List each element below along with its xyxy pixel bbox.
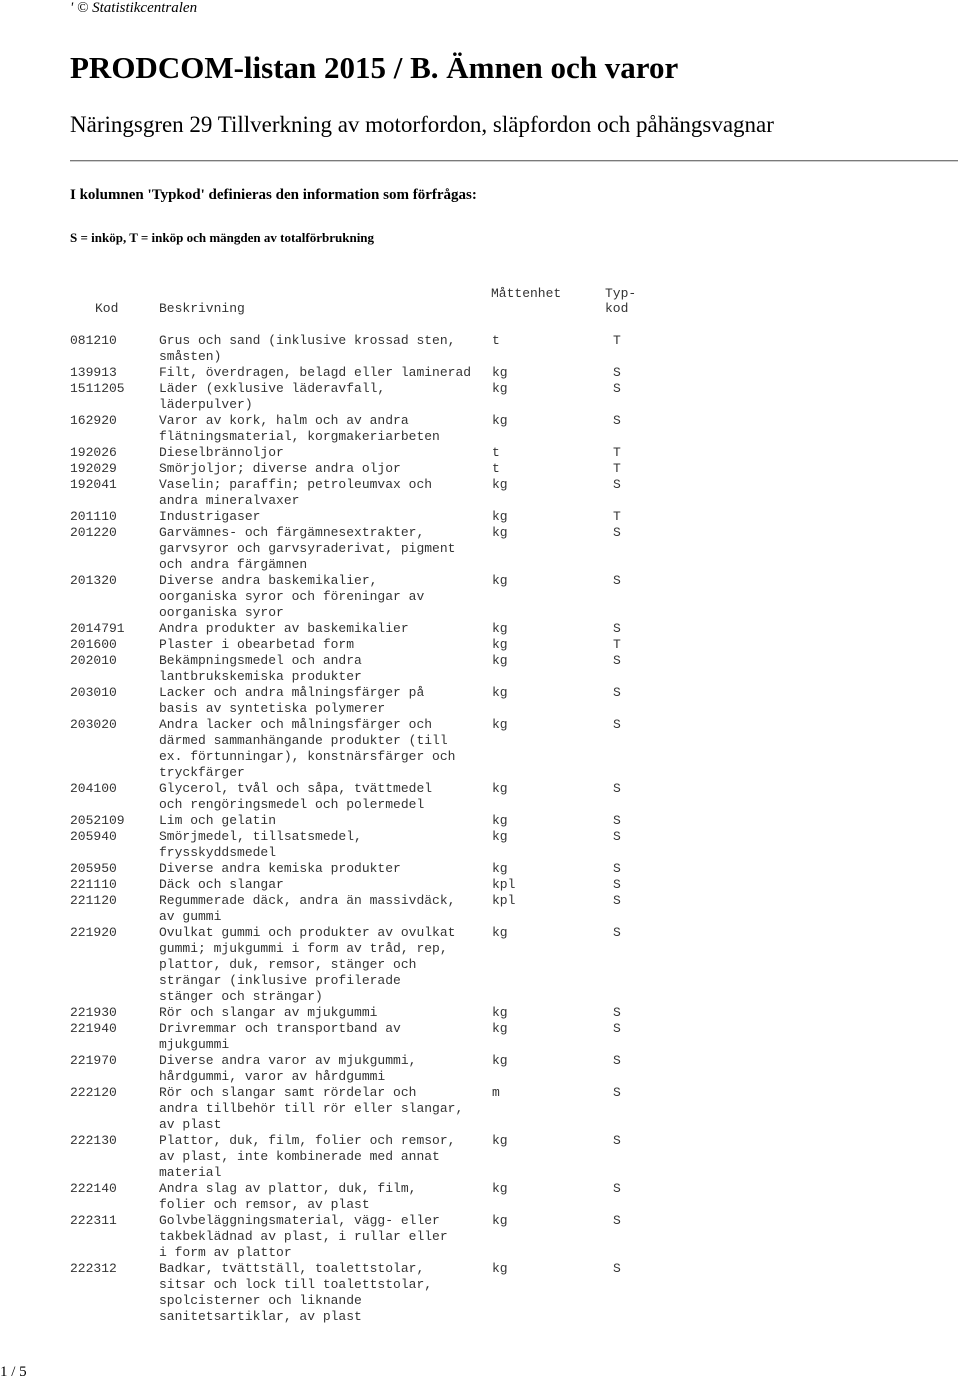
row-beskrivning: Regummerade däck, andra än massivdäck, av gummi: [159, 893, 456, 924]
row-kod: 204100: [70, 781, 117, 796]
row-typkod: S: [613, 1213, 621, 1228]
row-kod: 203010: [70, 685, 117, 700]
row-mattenhet: kg: [492, 685, 508, 700]
row-mattenhet: kg: [492, 621, 508, 636]
row-mattenhet: kg: [492, 477, 508, 492]
row-beskrivning: Lacker och andra målningsfärger på basis av syntetiska polymerer: [159, 685, 425, 716]
row-kod: 192026: [70, 445, 117, 460]
page-subtitle: Näringsgren 29 Tillverkning av motorfordon, släpfordon och påhängsvagnar: [70, 112, 774, 137]
row-typkod: T: [613, 333, 621, 348]
row-mattenhet: m: [492, 1085, 500, 1100]
row-typkod: S: [613, 381, 621, 396]
row-mattenhet: kg: [492, 781, 508, 796]
header-typkod-bottom: kod: [605, 301, 629, 316]
row-typkod: S: [613, 365, 621, 380]
row-mattenhet: kpl: [492, 877, 516, 892]
table-row: [70, 829, 690, 861]
row-kod: 221110: [70, 877, 117, 892]
row-typkod: S: [613, 829, 621, 844]
row-kod: 201220: [70, 525, 117, 540]
row-typkod: S: [613, 1133, 621, 1148]
row-kod: 202010: [70, 653, 117, 668]
table-row: [70, 685, 690, 717]
row-typkod: S: [613, 1181, 621, 1196]
table-row: [70, 413, 690, 445]
typkod-legend: S = inköp, T = inköp och mängden av totalförbrukning: [70, 230, 375, 245]
row-mattenhet: kg: [492, 573, 508, 588]
row-beskrivning: Varor av kork, halm och av andra flätningsmaterial, korgmakeriarbeten: [159, 413, 440, 444]
table-row: [70, 509, 690, 525]
row-kod: 222130: [70, 1133, 117, 1148]
row-mattenhet: kg: [492, 1053, 508, 1068]
row-beskrivning: Smörjmedel, tillsatsmedel, frysskyddsmedel: [159, 829, 362, 860]
row-typkod: S: [613, 781, 621, 796]
row-kod: 222140: [70, 1181, 117, 1196]
table-row: [70, 1213, 690, 1261]
row-kod: 1511205: [70, 381, 125, 396]
row-typkod: S: [613, 1053, 621, 1068]
row-kod: 205950: [70, 861, 117, 876]
row-beskrivning: Dieselbrännoljor: [159, 445, 284, 460]
row-mattenhet: t: [492, 445, 500, 460]
row-typkod: S: [613, 1021, 621, 1036]
row-typkod: S: [613, 877, 621, 892]
row-kod: 205940: [70, 829, 117, 844]
table-row: [70, 573, 690, 621]
typkod-intro: I kolumnen 'Typkod' definieras den information som förfrågas:: [70, 187, 477, 203]
row-beskrivning: Plaster i obearbetad form: [159, 637, 355, 652]
row-kod: 192029: [70, 461, 117, 476]
table-row: [70, 525, 690, 573]
row-kod: 221920: [70, 925, 117, 940]
row-typkod: S: [613, 813, 621, 828]
row-mattenhet: kg: [492, 1005, 508, 1020]
row-mattenhet: kg: [492, 1181, 508, 1196]
row-beskrivning: Bekämpningsmedel och andra lantbrukskemiska produkter: [159, 653, 362, 684]
row-mattenhet: kg: [492, 1213, 508, 1228]
row-kod: 203020: [70, 717, 117, 732]
row-mattenhet: kg: [492, 1021, 508, 1036]
table-row: [70, 861, 690, 877]
row-beskrivning: Diverse andra kemiska produkter: [159, 861, 401, 876]
row-typkod: S: [613, 573, 621, 588]
row-typkod: S: [613, 653, 621, 668]
row-kod: 192041: [70, 477, 117, 492]
row-typkod: T: [613, 637, 621, 652]
horizontal-divider: [70, 160, 958, 162]
header-mattenhet: Måttenhet: [491, 286, 562, 301]
row-typkod: T: [613, 509, 621, 524]
table-row: [70, 1053, 690, 1085]
table-row: [70, 381, 690, 413]
table-row: [70, 1181, 690, 1213]
row-mattenhet: kg: [492, 861, 508, 876]
row-beskrivning: Glycerol, tvål och såpa, tvättmedel och rengöringsmedel och polermedel: [159, 781, 433, 812]
row-kod: 221970: [70, 1053, 117, 1068]
table-row: [70, 477, 690, 509]
row-typkod: S: [613, 525, 621, 540]
row-mattenhet: kg: [492, 365, 508, 380]
row-typkod: S: [613, 1261, 621, 1276]
table-row: [70, 461, 690, 477]
row-kod: 201110: [70, 509, 117, 524]
table-row: [70, 1261, 690, 1325]
table-row: [70, 333, 690, 365]
page-title: PRODCOM-listan 2015 / B. Ämnen och varor: [70, 50, 679, 85]
row-beskrivning: Andra slag av plattor, duk, film, folier och remsor, av plast: [159, 1181, 417, 1212]
table-row: [70, 365, 690, 381]
row-beskrivning: Ovulkat gummi och produkter av ovulkat gummi; mjukgummi i form av tråd, rep, plattor, duk, remsor, stänger och strängar (inklusive profilerade stänger och strängar): [159, 925, 456, 1004]
row-mattenhet: kg: [492, 509, 508, 524]
row-typkod: S: [613, 477, 621, 492]
table-row: [70, 781, 690, 813]
row-typkod: T: [613, 445, 621, 460]
row-beskrivning: Läder (exklusive läderavfall, läderpulver): [159, 381, 386, 412]
table-row: [70, 1133, 690, 1181]
brand-text: ' © Statistikcentralen: [70, 0, 198, 16]
row-mattenhet: kg: [492, 813, 508, 828]
row-beskrivning: Plattor, duk, film, folier och remsor, av plast, inte kombinerade med annat material: [159, 1133, 456, 1180]
row-typkod: S: [613, 861, 621, 876]
row-mattenhet: kg: [492, 637, 508, 652]
row-typkod: S: [613, 893, 621, 908]
row-beskrivning: Drivremmar och transportband av mjukgummi: [159, 1021, 401, 1052]
row-beskrivning: Andra lacker och målningsfärger och därmed sammanhängande produkter (till ex. förtunningar), konstnärsfärger och tryckfärger: [159, 717, 456, 780]
row-typkod: S: [613, 1005, 621, 1020]
row-kod: 201320: [70, 573, 117, 588]
row-beskrivning: Rör och slangar samt rördelar och andra tillbehör till rör eller slangar, av plast: [159, 1085, 464, 1132]
row-kod: 081210: [70, 333, 117, 348]
row-typkod: S: [613, 621, 621, 636]
row-mattenhet: kg: [492, 925, 508, 940]
table-row: [70, 1085, 690, 1133]
row-kod: 139913: [70, 365, 117, 380]
row-kod: 2052109: [70, 813, 125, 828]
row-mattenhet: kg: [492, 717, 508, 732]
row-beskrivning: Golvbeläggningsmaterial, vägg- eller takbeklädnad av plast, i rullar eller i form av plattor: [159, 1213, 448, 1260]
row-kod: 201600: [70, 637, 117, 652]
row-beskrivning: Grus och sand (inklusive krossad sten, småsten): [159, 333, 456, 364]
row-typkod: T: [613, 461, 621, 476]
row-kod: 2014791: [70, 621, 125, 636]
row-kod: 222312: [70, 1261, 117, 1276]
table-row: [70, 717, 690, 781]
table-row: [70, 925, 690, 1005]
header-beskrivning: Beskrivning: [159, 301, 245, 316]
header-typkod-top: Typ-: [605, 286, 637, 301]
table-row: [70, 877, 690, 893]
row-kod: 222120: [70, 1085, 117, 1100]
row-beskrivning: Vaselin; paraffin; petroleumvax och andra mineralvaxer: [159, 477, 433, 508]
row-mattenhet: kg: [492, 381, 508, 396]
row-mattenhet: kg: [492, 525, 508, 540]
row-mattenhet: kg: [492, 1133, 508, 1148]
table-row: [70, 813, 690, 829]
row-beskrivning: Garvämnes- och färgämnesextrakter, garvsyror och garvsyraderivat, pigment och andra färgämnen: [159, 525, 456, 572]
row-mattenhet: kpl: [492, 893, 516, 908]
row-kod: 221940: [70, 1021, 117, 1036]
header-kod: Kod: [95, 301, 119, 316]
table-row: [70, 653, 690, 685]
row-mattenhet: t: [492, 461, 500, 476]
row-typkod: S: [613, 717, 621, 732]
row-kod: 162920: [70, 413, 117, 428]
row-kod: 221930: [70, 1005, 117, 1020]
row-beskrivning: Diverse andra varor av mjukgummi, hårdgummi, varor av hårdgummi: [159, 1053, 417, 1084]
row-mattenhet: kg: [492, 413, 508, 428]
table-row: [70, 445, 690, 461]
product-table: [70, 333, 690, 1325]
row-typkod: S: [613, 413, 621, 428]
row-beskrivning: Rör och slangar av mjukgummi: [159, 1005, 378, 1020]
table-row: [70, 621, 690, 637]
row-beskrivning: Filt, överdragen, belagd eller laminerad: [159, 365, 472, 380]
row-beskrivning: Smörjoljor; diverse andra oljor: [159, 461, 401, 476]
row-typkod: S: [613, 1085, 621, 1100]
row-beskrivning: Badkar, tvättställ, toalettstolar, sitsar och lock till toalettstolar, spolcisterner och liknande sanitetsartiklar, av plast: [159, 1261, 433, 1324]
table-row: [70, 1021, 690, 1053]
row-kod: 221120: [70, 893, 117, 908]
row-beskrivning: Diverse andra baskemikalier, oorganiska syror och föreningar av oorganiska syror: [159, 573, 425, 620]
row-beskrivning: Industrigaser: [159, 509, 261, 524]
row-mattenhet: kg: [492, 653, 508, 668]
table-row: [70, 1005, 690, 1021]
row-mattenhet: kg: [492, 1261, 508, 1276]
row-mattenhet: kg: [492, 829, 508, 844]
row-beskrivning: Däck och slangar: [159, 877, 284, 892]
row-beskrivning: Lim och gelatin: [159, 813, 277, 828]
row-beskrivning: Andra produkter av baskemikalier: [159, 621, 409, 636]
row-kod: 222311: [70, 1213, 117, 1228]
table-row: [70, 893, 690, 925]
table-row: [70, 637, 690, 653]
row-typkod: S: [613, 685, 621, 700]
page-number: 1 / 5: [0, 1364, 27, 1380]
row-mattenhet: t: [492, 333, 500, 348]
row-typkod: S: [613, 925, 621, 940]
